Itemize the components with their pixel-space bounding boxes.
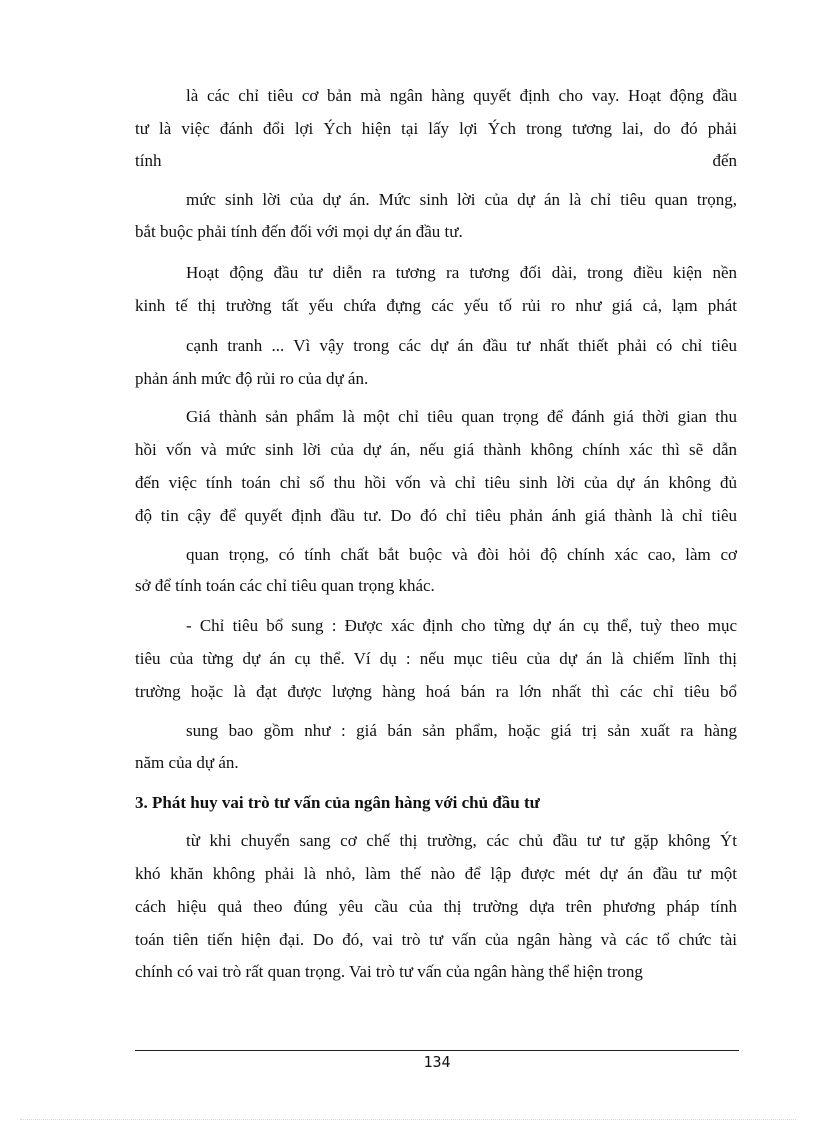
text-line: bắt buộc phải tính đến đối với mọi dự án đầu tư. xyxy=(135,222,463,241)
text-line: mức sinh lời của dự án. Mức sinh lời của dự án là chỉ tiêu quan trọng, xyxy=(186,190,737,209)
text-line: độ tin cậy để quyết định đầu tư. Do đó chỉ tiêu phản ánh giá thành là chỉ tiêu xyxy=(135,506,737,525)
text-line: Giá thành sản phẩm là một chỉ tiêu quan trọng để đánh giá thời gian thu xyxy=(186,407,737,426)
text-line: hồi vốn và mức sinh lời của dự án, nếu giá thành không chính xác thì sẽ dẫn xyxy=(135,440,737,459)
text-line: cạnh tranh ... Vì vậy trong các dự án đầu tư nhất thiết phải có chỉ tiêu xyxy=(186,336,737,355)
text-line: - Chỉ tiêu bổ sung : Được xác định cho từng dự án cụ thể, tuỳ theo mục xyxy=(186,616,737,635)
text-line: năm của dự án. xyxy=(135,753,239,772)
text-line: cách hiệu quả theo đúng yêu cầu của thị trường dựa trên phương pháp tính xyxy=(135,897,737,916)
text-line: từ khi chuyển sang cơ chế thị trường, các chủ đầu tư tư gặp không Ýt xyxy=(186,831,737,850)
text-line: toán tiên tiến hiện đại. Do đó, vai trò tư vấn của ngân hàng và các tổ chức tài xyxy=(135,930,737,949)
text-line: tính đến xyxy=(135,151,737,170)
text-line: khó khăn không phải là nhỏ, làm thế nào để lập được mét dự án đầu tư một xyxy=(135,864,737,883)
text-line: chính có vai trò rất quan trọng. Vai trò tư vấn của ngân hàng thể hiện trong xyxy=(135,962,643,981)
text-line: Hoạt động đầu tư diễn ra tương ra tương đối dài, trong điều kiện nền xyxy=(186,263,737,282)
section-heading: 3. Phát huy vai trò tư vấn của ngân hàng với chủ đầu tư xyxy=(135,793,540,812)
text-line: kinh tế thị trường tất yếu chứa đựng các yếu tố rủi ro như giá cả, lạm phát xyxy=(135,296,737,315)
footer-divider xyxy=(135,1050,739,1051)
text-line: sở để tính toán các chỉ tiêu quan trọng khác. xyxy=(135,576,435,595)
text-line: tư là việc đánh đổi lợi Ých hiện tại lấy lợi Ých trong tương lai, do đó phải xyxy=(135,119,737,138)
text-line: tiêu của từng dự án cụ thể. Ví dụ : nếu mục tiêu của dự án là chiếm lĩnh thị xyxy=(135,649,737,668)
text-line: đến việc tính toán chỉ số thu hồi vốn và chỉ tiêu sinh lời của dự án không đủ xyxy=(135,473,737,492)
text-line: trường hoặc là đạt được lượng hàng hoá bán ra lớn nhất thì các chỉ tiêu bổ xyxy=(135,682,737,701)
page-edge-divider xyxy=(20,1119,796,1120)
text-line: sung bao gồm như : giá bán sản phẩm, hoặc giá trị sản xuất ra hàng xyxy=(186,721,737,740)
page-number: 134 xyxy=(423,1053,451,1071)
text-line: là các chỉ tiêu cơ bản mà ngân hàng quyết định cho vay. Hoạt động đầu xyxy=(186,86,737,105)
text-line: quan trọng, có tính chất bắt buộc và đòi hỏi độ chính xác cao, làm cơ xyxy=(186,545,737,564)
text-line: phản ánh mức độ rủi ro của dự án. xyxy=(135,369,369,388)
